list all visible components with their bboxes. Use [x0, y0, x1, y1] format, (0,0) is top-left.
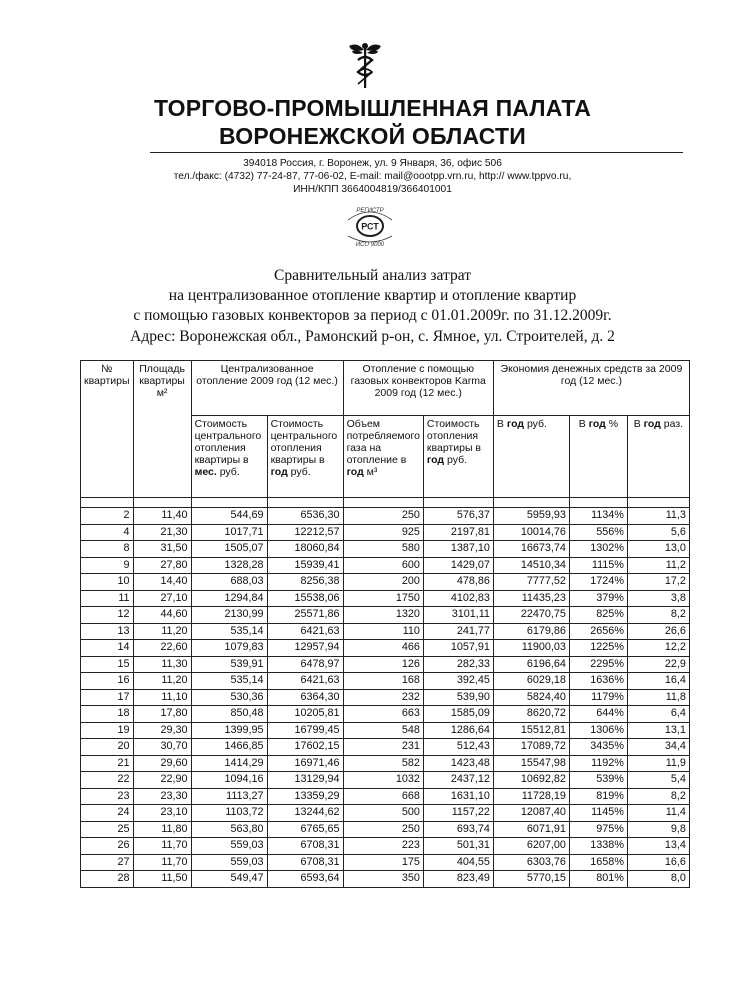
cell-gas-volume: 250 — [343, 508, 423, 525]
cell-gas-volume: 600 — [343, 557, 423, 574]
caduceus-emblem-icon — [347, 40, 383, 90]
cell-gas-volume: 1750 — [343, 590, 423, 607]
subheader-central-month: Стоимость центрального отопления квартиры в мес. руб. — [191, 416, 267, 498]
cell-apartment-number: 14 — [81, 640, 134, 657]
doc-heading-line3: с помощью газовых конвекторов за период с 01.01.2009г. по 31.12.2009г. — [133, 307, 612, 324]
cell-savings-percent: 1192% — [569, 755, 627, 772]
cell-area: 17,80 — [133, 706, 191, 723]
cell-savings-percent: 1134% — [569, 508, 627, 525]
cell-area: 11,10 — [133, 689, 191, 706]
cell-apartment-number: 21 — [81, 755, 134, 772]
table-row — [81, 739, 690, 756]
subheader-savings-percent: В год % — [569, 416, 627, 498]
org-title-line1: ТОРГОВО-ПРОМЫШЛЕННАЯ ПАЛАТА — [153, 95, 592, 121]
cell-gas-year-cost: 1286,64 — [423, 722, 493, 739]
cell-savings-rub: 15512,81 — [493, 722, 569, 739]
cell-apartment-number: 4 — [81, 524, 134, 541]
cell-gas-year-cost: 512,43 — [423, 739, 493, 756]
cell-gas-year-cost: 3101,11 — [423, 607, 493, 624]
cell-savings-percent: 1225% — [569, 640, 627, 657]
cell-gas-volume: 350 — [343, 871, 423, 888]
cell-savings-times: 6,4 — [627, 706, 689, 723]
cell-central-year-cost: 6708,31 — [267, 838, 343, 855]
cell-gas-volume: 1320 — [343, 607, 423, 624]
cell-area: 29,60 — [133, 755, 191, 772]
cell-savings-rub: 7777,52 — [493, 574, 569, 591]
cell-savings-rub: 8620,72 — [493, 706, 569, 723]
cell-area: 23,10 — [133, 805, 191, 822]
cell-central-year-cost: 15538,06 — [267, 590, 343, 607]
table-row — [81, 590, 690, 607]
cell-savings-times: 34,4 — [627, 739, 689, 756]
cell-apartment-number: 28 — [81, 871, 134, 888]
cell-savings-rub: 11728,19 — [493, 788, 569, 805]
cell-gas-year-cost: 392,45 — [423, 673, 493, 690]
table-row — [81, 722, 690, 739]
cell-central-month-cost: 530,36 — [191, 689, 267, 706]
cell-savings-times: 16,4 — [627, 673, 689, 690]
cell-savings-times: 22,9 — [627, 656, 689, 673]
cell-apartment-number: 19 — [81, 722, 134, 739]
cell-central-year-cost: 6708,31 — [267, 854, 343, 871]
subheader-savings-rub: В год руб. — [493, 416, 569, 498]
cell-apartment-number: 15 — [81, 656, 134, 673]
table-row — [81, 541, 690, 558]
doc-heading-line1: Сравнительный анализ затрат — [274, 267, 471, 284]
table-row — [81, 557, 690, 574]
cell-savings-percent: 379% — [569, 590, 627, 607]
cell-central-year-cost: 6421,63 — [267, 623, 343, 640]
cell-savings-rub: 6071,91 — [493, 821, 569, 838]
group-header-gas: Отопление с помощью газовых конвекторов Karma 2009 год (12 мес.) — [343, 361, 493, 416]
group-header-central: Централизованное отопление 2009 год (12 мес.) — [191, 361, 343, 416]
cell-central-year-cost: 16971,46 — [267, 755, 343, 772]
cell-apartment-number: 23 — [81, 788, 134, 805]
cell-savings-percent: 3435% — [569, 739, 627, 756]
cell-savings-times: 16,6 — [627, 854, 689, 871]
cell-gas-year-cost: 501,31 — [423, 838, 493, 855]
cell-central-month-cost: 1094,16 — [191, 772, 267, 789]
cell-savings-percent: 644% — [569, 706, 627, 723]
cell-apartment-number: 11 — [81, 590, 134, 607]
cell-savings-times: 5,4 — [627, 772, 689, 789]
cell-savings-percent: 539% — [569, 772, 627, 789]
cell-central-month-cost: 688,03 — [191, 574, 267, 591]
table-body — [81, 498, 690, 888]
cell-savings-percent: 2656% — [569, 623, 627, 640]
cell-gas-year-cost: 241,77 — [423, 623, 493, 640]
cell-central-month-cost: 1466,85 — [191, 739, 267, 756]
cell-area: 11,30 — [133, 656, 191, 673]
cell-area: 44,60 — [133, 607, 191, 624]
cell-savings-times: 11,2 — [627, 557, 689, 574]
cell-area: 11,70 — [133, 838, 191, 855]
cell-savings-percent: 825% — [569, 607, 627, 624]
subheader-savings-times: В год раз. — [627, 416, 689, 498]
cell-gas-volume: 126 — [343, 656, 423, 673]
cell-area: 11,20 — [133, 623, 191, 640]
cell-gas-year-cost: 1429,07 — [423, 557, 493, 574]
cell-savings-percent: 1145% — [569, 805, 627, 822]
cell-central-year-cost: 25571,86 — [267, 607, 343, 624]
table-row — [81, 871, 690, 888]
cell-gas-year-cost: 693,74 — [423, 821, 493, 838]
cell-savings-rub: 5770,15 — [493, 871, 569, 888]
cell-area: 21,30 — [133, 524, 191, 541]
cell-savings-rub: 5959,93 — [493, 508, 569, 525]
cell-central-year-cost: 8256,38 — [267, 574, 343, 591]
table-row — [81, 821, 690, 838]
cell-savings-rub: 17089,72 — [493, 739, 569, 756]
cell-gas-year-cost: 2437,12 — [423, 772, 493, 789]
cell-central-year-cost: 6421,63 — [267, 673, 343, 690]
cell-savings-percent: 1179% — [569, 689, 627, 706]
cell-apartment-number: 25 — [81, 821, 134, 838]
cell-savings-rub: 11435,23 — [493, 590, 569, 607]
cell-area: 11,20 — [133, 673, 191, 690]
cell-savings-rub: 22470,75 — [493, 607, 569, 624]
table-row — [81, 524, 690, 541]
cell-gas-volume: 925 — [343, 524, 423, 541]
cell-central-year-cost: 6364,30 — [267, 689, 343, 706]
cell-central-month-cost: 1103,72 — [191, 805, 267, 822]
cell-area: 31,50 — [133, 541, 191, 558]
cell-savings-times: 11,8 — [627, 689, 689, 706]
cell-savings-percent: 1302% — [569, 541, 627, 558]
cell-gas-year-cost: 1387,10 — [423, 541, 493, 558]
cell-apartment-number: 8 — [81, 541, 134, 558]
cell-gas-year-cost: 2197,81 — [423, 524, 493, 541]
cell-central-month-cost: 535,14 — [191, 673, 267, 690]
cell-gas-volume: 580 — [343, 541, 423, 558]
cell-area: 27,10 — [133, 590, 191, 607]
table-row — [81, 854, 690, 871]
table-row — [81, 673, 690, 690]
cell-gas-volume: 175 — [343, 854, 423, 871]
cell-gas-volume: 110 — [343, 623, 423, 640]
cell-central-month-cost: 1328,28 — [191, 557, 267, 574]
cell-gas-volume: 250 — [343, 821, 423, 838]
cell-central-month-cost: 1113,27 — [191, 788, 267, 805]
group-header-savings: Экономия денежных средств за 2009 год (12 мес.) — [493, 361, 689, 416]
cell-savings-times: 8,2 — [627, 607, 689, 624]
cell-gas-year-cost: 1057,91 — [423, 640, 493, 657]
cell-apartment-number: 9 — [81, 557, 134, 574]
cell-savings-percent: 1658% — [569, 854, 627, 871]
cell-central-year-cost: 6536,30 — [267, 508, 343, 525]
cell-savings-times: 13,1 — [627, 722, 689, 739]
cell-central-year-cost: 6593,64 — [267, 871, 343, 888]
cell-savings-percent: 1636% — [569, 673, 627, 690]
cell-gas-year-cost: 539,90 — [423, 689, 493, 706]
cell-gas-year-cost: 1423,48 — [423, 755, 493, 772]
cell-central-month-cost: 1414,29 — [191, 755, 267, 772]
cell-central-month-cost: 544,69 — [191, 508, 267, 525]
seal-top-text: РЕГИСТР — [356, 208, 384, 214]
cell-area: 29,30 — [133, 722, 191, 739]
cell-central-month-cost: 539,91 — [191, 656, 267, 673]
cell-savings-rub: 12087,40 — [493, 805, 569, 822]
cell-savings-times: 17,2 — [627, 574, 689, 591]
cell-area: 27,80 — [133, 557, 191, 574]
cell-savings-times: 12,2 — [627, 640, 689, 657]
cell-gas-volume: 466 — [343, 640, 423, 657]
cell-area: 11,50 — [133, 871, 191, 888]
cell-central-month-cost: 559,03 — [191, 838, 267, 855]
cell-area: 30,70 — [133, 739, 191, 756]
table-row — [81, 623, 690, 640]
table-row — [81, 640, 690, 657]
cell-savings-times: 8,2 — [627, 788, 689, 805]
cell-savings-percent: 975% — [569, 821, 627, 838]
cell-savings-rub: 6207,00 — [493, 838, 569, 855]
cell-gas-volume: 548 — [343, 722, 423, 739]
cell-central-month-cost: 1017,71 — [191, 524, 267, 541]
cell-savings-times: 26,6 — [627, 623, 689, 640]
cell-gas-volume: 223 — [343, 838, 423, 855]
spacer-row — [81, 498, 690, 508]
cell-central-year-cost: 6478,97 — [267, 656, 343, 673]
subheader-central-year: Стоимость центрального отопления квартиры в год руб. — [267, 416, 343, 498]
org-inn: ИНН/КПП 3664004819/366401001 — [293, 184, 452, 195]
cell-gas-year-cost: 1631,10 — [423, 788, 493, 805]
cell-gas-year-cost: 576,37 — [423, 508, 493, 525]
cell-central-month-cost: 2130,99 — [191, 607, 267, 624]
subheader-gas-cost: Стоимость отопления квартиры в год руб. — [423, 416, 493, 498]
cell-savings-percent: 801% — [569, 871, 627, 888]
cell-central-year-cost: 17602,15 — [267, 739, 343, 756]
cell-central-year-cost: 10205,81 — [267, 706, 343, 723]
cell-savings-rub: 16673,74 — [493, 541, 569, 558]
cell-central-month-cost: 549,47 — [191, 871, 267, 888]
table-row — [81, 656, 690, 673]
col-header-area: Площадь квартиры м² — [133, 361, 191, 498]
cell-central-month-cost: 563,80 — [191, 821, 267, 838]
cell-gas-volume: 232 — [343, 689, 423, 706]
table-row — [81, 772, 690, 789]
cell-gas-volume: 668 — [343, 788, 423, 805]
cell-gas-volume: 1032 — [343, 772, 423, 789]
cell-gas-year-cost: 1157,22 — [423, 805, 493, 822]
cell-savings-rub: 15547,98 — [493, 755, 569, 772]
cell-gas-volume: 231 — [343, 739, 423, 756]
subheader-gas-volume: Объем потребляемого газа на отопление в год м³ — [343, 416, 423, 498]
cell-central-year-cost: 13244,62 — [267, 805, 343, 822]
table-row — [81, 805, 690, 822]
cell-central-month-cost: 1505,07 — [191, 541, 267, 558]
cell-area: 11,70 — [133, 854, 191, 871]
header-divider — [150, 152, 683, 153]
cell-central-month-cost: 1399,95 — [191, 722, 267, 739]
cell-savings-rub: 6303,76 — [493, 854, 569, 871]
cell-savings-percent: 1338% — [569, 838, 627, 855]
cell-gas-year-cost: 404,55 — [423, 854, 493, 871]
cost-comparison-table — [80, 360, 690, 888]
cell-gas-volume: 582 — [343, 755, 423, 772]
cell-savings-percent: 819% — [569, 788, 627, 805]
cell-savings-times: 11,3 — [627, 508, 689, 525]
table-row — [81, 574, 690, 591]
cell-area: 22,90 — [133, 772, 191, 789]
table-row — [81, 755, 690, 772]
table-row — [81, 508, 690, 525]
cell-gas-volume: 168 — [343, 673, 423, 690]
cell-savings-percent: 1115% — [569, 557, 627, 574]
table-row — [81, 607, 690, 624]
cell-area: 14,40 — [133, 574, 191, 591]
cell-savings-times: 3,8 — [627, 590, 689, 607]
cell-area: 22,60 — [133, 640, 191, 657]
cell-apartment-number: 13 — [81, 623, 134, 640]
cell-savings-rub: 10014,76 — [493, 524, 569, 541]
org-contacts: тел./факс: (4732) 77-24-87, 77-06-02, E-mail: mail@oootpp.vrn.ru, http:// www.tppvo.ru, — [173, 171, 572, 182]
cell-central-month-cost: 535,14 — [191, 623, 267, 640]
cell-central-year-cost: 15939,41 — [267, 557, 343, 574]
org-title-line2: ВОРОНЕЖСКОЙ ОБЛАСТИ — [219, 123, 526, 149]
cell-savings-rub: 6029,18 — [493, 673, 569, 690]
cell-savings-times: 11,9 — [627, 755, 689, 772]
cell-area: 11,80 — [133, 821, 191, 838]
cell-apartment-number: 17 — [81, 689, 134, 706]
cell-apartment-number: 16 — [81, 673, 134, 690]
doc-heading-line4: Адрес: Воронежская обл., Рамонский р-он, с. Ямное, ул. Строителей, д. 2 — [130, 328, 615, 345]
cell-central-month-cost: 1294,84 — [191, 590, 267, 607]
cell-apartment-number: 10 — [81, 574, 134, 591]
cell-savings-rub: 11900,03 — [493, 640, 569, 657]
col-header-number: № квартиры — [81, 361, 134, 498]
cell-apartment-number: 22 — [81, 772, 134, 789]
cell-central-year-cost: 16799,45 — [267, 722, 343, 739]
doc-heading-line2: на централизованное отопление квартир и отопление квартир — [168, 287, 577, 304]
cell-apartment-number: 26 — [81, 838, 134, 855]
cell-savings-rub: 6179,86 — [493, 623, 569, 640]
seal-bottom-text: ИСО 9000 — [355, 242, 385, 248]
cell-central-year-cost: 6765,65 — [267, 821, 343, 838]
cell-central-year-cost: 12957,94 — [267, 640, 343, 657]
cell-central-year-cost: 13359,29 — [267, 788, 343, 805]
cell-gas-volume: 663 — [343, 706, 423, 723]
cell-savings-times: 5,6 — [627, 524, 689, 541]
cell-savings-percent: 556% — [569, 524, 627, 541]
cell-gas-year-cost: 4102,83 — [423, 590, 493, 607]
cell-savings-percent: 1306% — [569, 722, 627, 739]
cell-savings-percent: 1724% — [569, 574, 627, 591]
cell-savings-percent: 2295% — [569, 656, 627, 673]
cell-apartment-number: 2 — [81, 508, 134, 525]
table-row — [81, 838, 690, 855]
table-row — [81, 689, 690, 706]
cell-gas-volume: 500 — [343, 805, 423, 822]
table-row — [81, 706, 690, 723]
cell-gas-year-cost: 823,49 — [423, 871, 493, 888]
cell-gas-volume: 200 — [343, 574, 423, 591]
cell-savings-times: 9,8 — [627, 821, 689, 838]
cell-savings-rub: 5824,40 — [493, 689, 569, 706]
cell-central-month-cost: 559,03 — [191, 854, 267, 871]
cell-apartment-number: 20 — [81, 739, 134, 756]
cell-central-year-cost: 18060,84 — [267, 541, 343, 558]
cell-apartment-number: 24 — [81, 805, 134, 822]
cell-central-month-cost: 850,48 — [191, 706, 267, 723]
cell-savings-rub: 10692,82 — [493, 772, 569, 789]
cell-central-year-cost: 12212,57 — [267, 524, 343, 541]
cell-savings-times: 11,4 — [627, 805, 689, 822]
table-row — [81, 788, 690, 805]
cell-savings-rub: 6196,64 — [493, 656, 569, 673]
cell-area: 23,30 — [133, 788, 191, 805]
org-address: 394018 Россия, г. Воронеж, ул. 9 Января, 36, офис 506 — [243, 158, 502, 169]
cell-central-month-cost: 1079,83 — [191, 640, 267, 657]
cell-apartment-number: 18 — [81, 706, 134, 723]
cell-apartment-number: 27 — [81, 854, 134, 871]
cell-savings-times: 13,4 — [627, 838, 689, 855]
cell-savings-times: 13,0 — [627, 541, 689, 558]
seal-mark-text: РСТ — [361, 221, 379, 232]
cell-apartment-number: 12 — [81, 607, 134, 624]
iso-register-seal-icon — [340, 202, 400, 248]
cell-savings-times: 8,0 — [627, 871, 689, 888]
cell-gas-year-cost: 478,86 — [423, 574, 493, 591]
cell-central-year-cost: 13129,94 — [267, 772, 343, 789]
cell-gas-year-cost: 1585,09 — [423, 706, 493, 723]
cell-gas-year-cost: 282,33 — [423, 656, 493, 673]
cell-area: 11,40 — [133, 508, 191, 525]
cell-savings-rub: 14510,34 — [493, 557, 569, 574]
